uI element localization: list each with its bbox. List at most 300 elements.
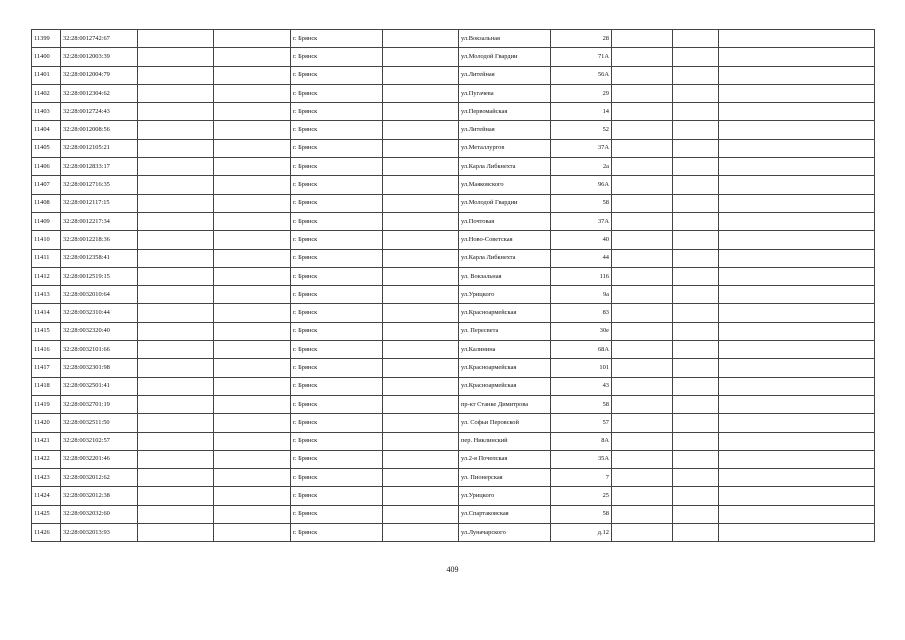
street-cell: ул.Молодой Гвардии (459, 48, 551, 66)
empty-cell (383, 487, 459, 505)
empty-cell (612, 231, 673, 249)
street-cell: ул. Вокзальная (459, 267, 551, 285)
table-row (32, 395, 875, 413)
empty-cell (719, 377, 875, 395)
city-cell: г. Брянск (291, 158, 383, 176)
table-row (32, 139, 875, 157)
cadastral-number-cell: 32:28:0012358:41 (61, 249, 138, 267)
street-cell: ул.2-я Почепская (459, 450, 551, 468)
empty-cell (383, 322, 459, 340)
city-cell: г. Брянск (291, 395, 383, 413)
row-number-cell: 11399 (32, 30, 61, 48)
table-row (32, 84, 875, 102)
empty-cell (612, 139, 673, 157)
empty-cell (138, 286, 214, 304)
row-number-cell: 11405 (32, 139, 61, 157)
table-row (32, 48, 875, 66)
empty-cell (719, 84, 875, 102)
empty-cell (214, 158, 291, 176)
empty-cell (719, 322, 875, 340)
street-cell: ул.Калинина (459, 341, 551, 359)
empty-cell (383, 176, 459, 194)
empty-cell (138, 341, 214, 359)
empty-cell (612, 450, 673, 468)
row-number-cell: 11420 (32, 414, 61, 432)
table-row (32, 194, 875, 212)
cadastral-number-cell: 32:28:0012008:56 (61, 121, 138, 139)
house-number-cell: 96А (551, 176, 612, 194)
empty-cell (673, 432, 719, 450)
table-row (32, 286, 875, 304)
house-number-cell: 25 (551, 487, 612, 505)
empty-cell (612, 176, 673, 194)
empty-cell (138, 414, 214, 432)
empty-cell (612, 66, 673, 84)
city-cell: г. Брянск (291, 322, 383, 340)
row-number-cell: 11418 (32, 377, 61, 395)
empty-cell (612, 84, 673, 102)
table-row (32, 432, 875, 450)
street-cell: ул.Вокзальная (459, 30, 551, 48)
empty-cell (673, 487, 719, 505)
empty-cell (719, 66, 875, 84)
empty-cell (214, 66, 291, 84)
house-number-cell: 56А (551, 66, 612, 84)
empty-cell (214, 286, 291, 304)
empty-cell (719, 487, 875, 505)
empty-cell (612, 341, 673, 359)
row-number-cell: 11421 (32, 432, 61, 450)
empty-cell (138, 103, 214, 121)
empty-cell (673, 48, 719, 66)
row-number-cell: 11414 (32, 304, 61, 322)
empty-cell (214, 121, 291, 139)
empty-cell (612, 194, 673, 212)
empty-cell (673, 414, 719, 432)
empty-cell (214, 524, 291, 542)
row-number-cell: 11410 (32, 231, 61, 249)
row-number-cell: 11412 (32, 267, 61, 285)
city-cell: г. Брянск (291, 505, 383, 523)
empty-cell (214, 194, 291, 212)
house-number-cell: 37А (551, 139, 612, 157)
row-number-cell: 11402 (32, 84, 61, 102)
empty-cell (673, 212, 719, 230)
cadastral-number-cell: 32:28:0012004:79 (61, 66, 138, 84)
empty-cell (673, 286, 719, 304)
house-number-cell: 58 (551, 194, 612, 212)
empty-cell (719, 158, 875, 176)
empty-cell (673, 249, 719, 267)
empty-cell (719, 176, 875, 194)
empty-cell (719, 121, 875, 139)
empty-cell (673, 377, 719, 395)
row-number-cell: 11408 (32, 194, 61, 212)
street-cell: ул. Пионерская (459, 469, 551, 487)
house-number-cell: 30е (551, 322, 612, 340)
row-number-cell: 11400 (32, 48, 61, 66)
empty-cell (383, 304, 459, 322)
empty-cell (719, 267, 875, 285)
table-row (32, 450, 875, 468)
house-number-cell: 14 (551, 103, 612, 121)
empty-cell (719, 103, 875, 121)
empty-cell (383, 505, 459, 523)
empty-cell (719, 249, 875, 267)
house-number-cell: 40 (551, 231, 612, 249)
city-cell: г. Брянск (291, 304, 383, 322)
street-cell: ул. Софьи Перовской (459, 414, 551, 432)
street-cell: ул.Урицкого (459, 286, 551, 304)
table-row (32, 487, 875, 505)
row-number-cell: 11422 (32, 450, 61, 468)
empty-cell (673, 267, 719, 285)
city-cell: г. Брянск (291, 469, 383, 487)
house-number-cell: 71А (551, 48, 612, 66)
row-number-cell: 11424 (32, 487, 61, 505)
empty-cell (138, 432, 214, 450)
empty-cell (673, 66, 719, 84)
cadastral-number-cell: 32:28:0032101:66 (61, 341, 138, 359)
empty-cell (383, 341, 459, 359)
city-cell: г. Брянск (291, 176, 383, 194)
empty-cell (138, 139, 214, 157)
empty-cell (719, 48, 875, 66)
city-cell: г. Брянск (291, 194, 383, 212)
empty-cell (673, 524, 719, 542)
empty-cell (214, 505, 291, 523)
row-number-cell: 11411 (32, 249, 61, 267)
empty-cell (719, 212, 875, 230)
empty-cell (214, 414, 291, 432)
empty-cell (214, 30, 291, 48)
cadastral-number-cell: 32:28:0012519:15 (61, 267, 138, 285)
street-cell: ул.Литейная (459, 66, 551, 84)
table-row (32, 341, 875, 359)
empty-cell (138, 267, 214, 285)
empty-cell (719, 469, 875, 487)
table-row (32, 304, 875, 322)
empty-cell (673, 395, 719, 413)
empty-cell (719, 139, 875, 157)
street-cell: ул.Спартаковская (459, 505, 551, 523)
cadastral-number-cell: 32:28:0032701:19 (61, 395, 138, 413)
house-number-cell: 43 (551, 377, 612, 395)
empty-cell (214, 432, 291, 450)
table-row (32, 469, 875, 487)
city-cell: г. Брянск (291, 66, 383, 84)
empty-cell (612, 121, 673, 139)
empty-cell (673, 450, 719, 468)
cadastral-number-cell: 32:28:0012218:36 (61, 231, 138, 249)
street-cell: ул.Литейная (459, 121, 551, 139)
empty-cell (214, 469, 291, 487)
row-number-cell: 11426 (32, 524, 61, 542)
empty-cell (138, 505, 214, 523)
empty-cell (214, 103, 291, 121)
empty-cell (719, 341, 875, 359)
empty-cell (138, 304, 214, 322)
empty-cell (612, 359, 673, 377)
empty-cell (138, 322, 214, 340)
cadastral-number-cell: 32:28:0032320:40 (61, 322, 138, 340)
empty-cell (673, 194, 719, 212)
empty-cell (214, 377, 291, 395)
empty-cell (673, 30, 719, 48)
empty-cell (383, 267, 459, 285)
empty-cell (673, 103, 719, 121)
cadastral-number-cell: 32:28:0032013:93 (61, 524, 138, 542)
empty-cell (673, 322, 719, 340)
row-number-cell: 11416 (32, 341, 61, 359)
empty-cell (612, 377, 673, 395)
empty-cell (214, 304, 291, 322)
table-row (32, 267, 875, 285)
empty-cell (383, 414, 459, 432)
empty-cell (383, 121, 459, 139)
cadastral-number-cell: 32:28:0032511:50 (61, 414, 138, 432)
empty-cell (673, 341, 719, 359)
page-number: 409 (446, 565, 459, 574)
empty-cell (138, 377, 214, 395)
empty-cell (612, 414, 673, 432)
empty-cell (719, 286, 875, 304)
empty-cell (214, 267, 291, 285)
city-cell: г. Брянск (291, 103, 383, 121)
empty-cell (612, 432, 673, 450)
empty-cell (612, 286, 673, 304)
house-number-cell: 116 (551, 267, 612, 285)
empty-cell (214, 359, 291, 377)
city-cell: г. Брянск (291, 341, 383, 359)
empty-cell (214, 231, 291, 249)
street-cell: ул.Красноармейская (459, 377, 551, 395)
empty-cell (138, 84, 214, 102)
empty-cell (383, 30, 459, 48)
empty-cell (719, 30, 875, 48)
empty-cell (673, 359, 719, 377)
empty-cell (383, 84, 459, 102)
row-number-cell: 11409 (32, 212, 61, 230)
empty-cell (138, 469, 214, 487)
street-cell: ул.Металлургов (459, 139, 551, 157)
empty-cell (138, 249, 214, 267)
cadastral-number-cell: 32:28:0032032:60 (61, 505, 138, 523)
empty-cell (138, 359, 214, 377)
empty-cell (612, 469, 673, 487)
empty-cell (138, 524, 214, 542)
table-row (32, 121, 875, 139)
cadastral-number-cell: 32:28:0032012:62 (61, 469, 138, 487)
table-row (32, 158, 875, 176)
table-row (32, 524, 875, 542)
row-number-cell: 11403 (32, 103, 61, 121)
empty-cell (612, 505, 673, 523)
empty-cell (719, 414, 875, 432)
cadastral-number-cell: 32:28:0012724:43 (61, 103, 138, 121)
empty-cell (612, 487, 673, 505)
city-cell: г. Брянск (291, 121, 383, 139)
city-cell: г. Брянск (291, 48, 383, 66)
empty-cell (612, 158, 673, 176)
empty-cell (214, 450, 291, 468)
empty-cell (138, 176, 214, 194)
table-row (32, 176, 875, 194)
city-cell: г. Брянск (291, 212, 383, 230)
table-row (32, 66, 875, 84)
city-cell: г. Брянск (291, 524, 383, 542)
row-number-cell: 11413 (32, 286, 61, 304)
empty-cell (673, 121, 719, 139)
house-number-cell: 9а (551, 286, 612, 304)
cadastral-number-cell: 32:28:0032010:64 (61, 286, 138, 304)
empty-cell (383, 432, 459, 450)
cadastral-number-cell: 32:28:0032501:41 (61, 377, 138, 395)
street-cell: ул.Ново-Советская (459, 231, 551, 249)
city-cell: г. Брянск (291, 487, 383, 505)
empty-cell (383, 469, 459, 487)
empty-cell (138, 395, 214, 413)
row-number-cell: 11401 (32, 66, 61, 84)
cadastral-number-cell: 32:28:0012105:21 (61, 139, 138, 157)
empty-cell (673, 304, 719, 322)
street-cell: ул.Молодой Гвардии (459, 194, 551, 212)
cadastral-number-cell: 32:28:0012003:39 (61, 48, 138, 66)
table-body (32, 30, 875, 542)
street-cell: ул.Урицкого (459, 487, 551, 505)
empty-cell (138, 450, 214, 468)
table-row (32, 212, 875, 230)
empty-cell (612, 304, 673, 322)
empty-cell (612, 267, 673, 285)
cadastral-number-cell: 32:28:0032102:57 (61, 432, 138, 450)
empty-cell (214, 249, 291, 267)
city-cell: г. Брянск (291, 84, 383, 102)
city-cell: г. Брянск (291, 139, 383, 157)
empty-cell (673, 176, 719, 194)
empty-cell (673, 139, 719, 157)
empty-cell (612, 30, 673, 48)
empty-cell (719, 505, 875, 523)
empty-cell (383, 359, 459, 377)
street-cell: ул.Почтовая (459, 212, 551, 230)
registry-table (31, 29, 875, 542)
empty-cell (383, 66, 459, 84)
house-number-cell: 7 (551, 469, 612, 487)
empty-cell (673, 231, 719, 249)
table-row (32, 231, 875, 249)
empty-cell (719, 395, 875, 413)
cadastral-number-cell: 32:28:0012117:15 (61, 194, 138, 212)
empty-cell (719, 194, 875, 212)
table-row (32, 414, 875, 432)
table-row (32, 30, 875, 48)
house-number-cell: 58 (551, 505, 612, 523)
cadastral-number-cell: 32:28:0032301:98 (61, 359, 138, 377)
street-cell: пер. Никлинский (459, 432, 551, 450)
row-number-cell: 11417 (32, 359, 61, 377)
empty-cell (612, 212, 673, 230)
cadastral-number-cell: 32:28:0012304:62 (61, 84, 138, 102)
empty-cell (612, 524, 673, 542)
empty-cell (612, 249, 673, 267)
empty-cell (383, 450, 459, 468)
empty-cell (214, 139, 291, 157)
table-row (32, 103, 875, 121)
empty-cell (383, 139, 459, 157)
empty-cell (383, 194, 459, 212)
empty-cell (383, 48, 459, 66)
empty-cell (214, 322, 291, 340)
row-number-cell: 11404 (32, 121, 61, 139)
street-cell: ул.Карла Либкнехта (459, 249, 551, 267)
table-row (32, 505, 875, 523)
empty-cell (138, 194, 214, 212)
street-cell: ул.Луначарского (459, 524, 551, 542)
row-number-cell: 11425 (32, 505, 61, 523)
empty-cell (612, 48, 673, 66)
empty-cell (138, 158, 214, 176)
cadastral-number-cell: 32:28:0012217:34 (61, 212, 138, 230)
empty-cell (383, 377, 459, 395)
empty-cell (673, 84, 719, 102)
street-cell: ул.Карла Либкнехта (459, 158, 551, 176)
city-cell: г. Брянск (291, 249, 383, 267)
empty-cell (383, 158, 459, 176)
house-number-cell: 8А (551, 432, 612, 450)
house-number-cell: 83 (551, 304, 612, 322)
street-cell: ул.Красноармейская (459, 359, 551, 377)
city-cell: г. Брянск (291, 231, 383, 249)
city-cell: г. Брянск (291, 286, 383, 304)
house-number-cell: 101 (551, 359, 612, 377)
cadastral-number-cell: 32:28:0032310:44 (61, 304, 138, 322)
row-number-cell: 11423 (32, 469, 61, 487)
house-number-cell: 35А (551, 450, 612, 468)
house-number-cell: 58 (551, 395, 612, 413)
city-cell: г. Брянск (291, 267, 383, 285)
row-number-cell: 11407 (32, 176, 61, 194)
empty-cell (214, 84, 291, 102)
house-number-cell: 52 (551, 121, 612, 139)
empty-cell (138, 212, 214, 230)
empty-cell (719, 432, 875, 450)
city-cell: г. Брянск (291, 30, 383, 48)
house-number-cell: 28 (551, 30, 612, 48)
empty-cell (214, 212, 291, 230)
street-cell: ул. Пересвета (459, 322, 551, 340)
empty-cell (719, 304, 875, 322)
street-cell: ул.Маяковского (459, 176, 551, 194)
house-number-cell: 2а (551, 158, 612, 176)
house-number-cell: 37А (551, 212, 612, 230)
empty-cell (383, 212, 459, 230)
table-row (32, 249, 875, 267)
cadastral-number-cell: 32:28:0032012:38 (61, 487, 138, 505)
house-number-cell: 44 (551, 249, 612, 267)
city-cell: г. Брянск (291, 450, 383, 468)
street-cell: ул.Пугачева (459, 84, 551, 102)
empty-cell (673, 158, 719, 176)
empty-cell (383, 231, 459, 249)
empty-cell (612, 395, 673, 413)
empty-cell (138, 487, 214, 505)
empty-cell (673, 469, 719, 487)
empty-cell (383, 286, 459, 304)
table-row (32, 322, 875, 340)
empty-cell (214, 48, 291, 66)
cadastral-number-cell: 32:28:0012833:17 (61, 158, 138, 176)
